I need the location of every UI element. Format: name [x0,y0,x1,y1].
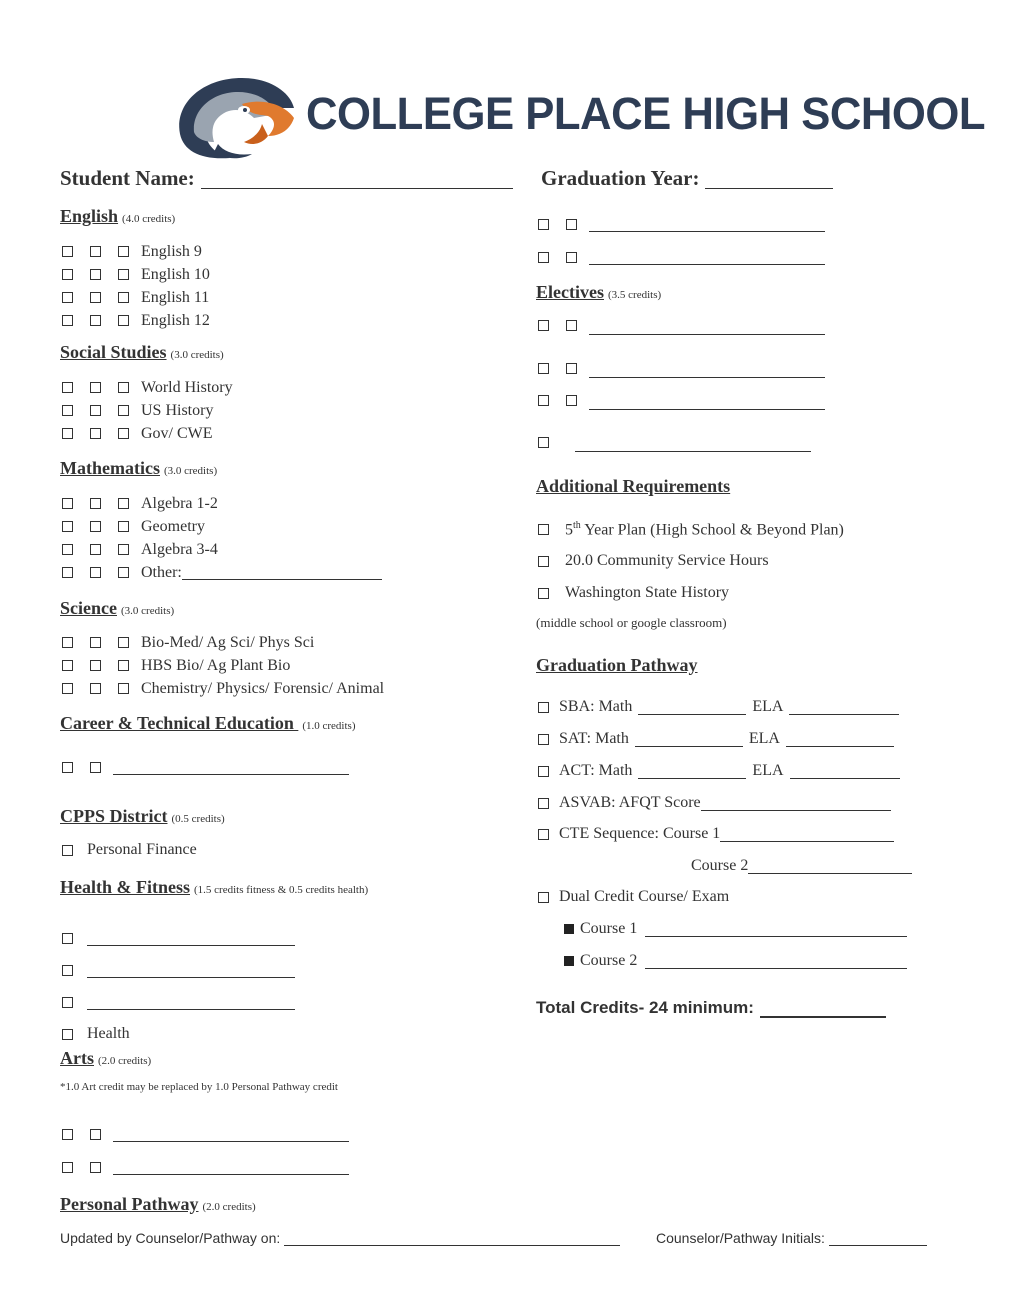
act-ela-field[interactable] [790,764,900,779]
list-item [62,841,197,859]
dual-course1-label: Course 1 [580,920,638,937]
sba-math-label: SBA: Math [559,698,633,715]
list-item [62,240,210,263]
footer-updated-row [60,1230,620,1246]
elective-field[interactable] [589,320,825,335]
checkbox[interactable] [90,269,101,280]
list-item [62,954,295,986]
list-item [538,552,769,570]
checkbox[interactable] [566,363,577,374]
arts-header [60,1048,151,1069]
act-math-label: ACT: Math [559,762,633,779]
list-item [538,730,894,748]
list-item [62,1151,349,1184]
total-credits-label: Total Credits- 24 minimum: [536,998,754,1017]
list-item [62,515,382,538]
checkbox[interactable] [118,544,129,555]
checkbox[interactable] [90,428,101,439]
personal-title: Personal Pathway [60,1194,199,1214]
checkbox[interactable] [90,521,101,532]
bullet-square-icon [564,956,574,966]
list-item [564,952,907,970]
dual-course2-field[interactable] [645,954,907,969]
list-item [538,391,825,433]
list-item [538,520,844,539]
health-list [62,922,295,1050]
checkbox[interactable] [538,702,549,713]
list-item [538,359,825,391]
list-item [62,631,384,654]
checkbox[interactable] [118,428,129,439]
cte-credits: (1.0 credits) [302,720,356,732]
dual-course1-field[interactable] [645,922,907,937]
course-label: English 9 [141,242,202,260]
additional-header [536,476,730,497]
checkbox[interactable] [90,382,101,393]
course-label: Other: [141,563,182,581]
dual-course2-label: Course 2 [580,952,638,969]
cpps-credits: (0.5 credits) [171,813,225,825]
checkbox[interactable] [118,382,129,393]
checkbox[interactable] [538,395,549,406]
course-label: Bio-Med/ Ag Sci/ Phys Sci [141,633,315,651]
sba-ela-field[interactable] [789,700,899,715]
checkbox[interactable] [62,1129,73,1140]
course-label: English 11 [141,288,210,306]
science-header [60,598,174,619]
checkbox[interactable] [538,437,549,448]
list-item [538,433,825,463]
year-plan-number: 5 [565,521,573,539]
course-label: US History [141,401,214,419]
footer-initials-row [656,1230,927,1246]
course-label: Personal Finance [87,841,197,858]
other-math-field[interactable] [182,565,382,580]
initials-field[interactable] [829,1231,927,1246]
additional-title: Additional Requirements [536,476,731,496]
sba-math-field[interactable] [638,700,746,715]
checkbox[interactable] [62,1162,73,1173]
english-header [60,206,175,227]
list-item [538,888,729,906]
bullet-square-icon [564,924,574,934]
cte-title: Career & Technical Education [60,713,299,733]
cte-course1-field[interactable] [720,827,894,842]
sat-math-label: SAT: Math [559,730,629,747]
checkbox[interactable] [62,292,73,303]
list-item [538,825,894,843]
checkbox[interactable] [62,544,73,555]
checkbox[interactable] [566,320,577,331]
elective-field[interactable] [589,395,825,410]
checkbox[interactable] [118,269,129,280]
science-credits: (3.0 credits) [120,605,175,617]
grad-year-label: Graduation Year: [541,166,700,190]
checkbox[interactable] [118,315,129,326]
list-item [62,986,295,1018]
course-label: HBS Bio/ Ag Plant Bio [141,656,291,674]
checkbox[interactable] [538,734,549,745]
list-item [538,241,825,274]
course-label: Algebra 3-4 [141,540,218,558]
checkbox[interactable] [62,405,73,416]
eagle-logo-icon [172,74,300,162]
list-item [62,1018,295,1050]
checkbox[interactable] [62,315,73,326]
checkbox[interactable] [62,845,73,856]
checkbox[interactable] [118,292,129,303]
checkbox[interactable] [118,405,129,416]
science-list [62,631,384,700]
personal-header [60,1194,256,1215]
cte-header [60,713,356,734]
fitness-course-field[interactable] [87,931,295,946]
checkbox[interactable] [538,798,549,809]
year-plan-text: Year Plan (High School & Beyond Plan) [580,521,844,539]
fitness-course-field[interactable] [87,963,295,978]
act-math-field[interactable] [638,764,746,779]
health-header [60,877,368,898]
math-list [62,492,382,584]
sat-ela-field[interactable] [786,732,894,747]
checkbox[interactable] [538,524,549,535]
cte-seq-label: CTE Sequence: Course 1 [559,825,721,842]
course-field[interactable] [589,250,825,265]
cte-course2-label: Course 2 [691,857,749,874]
electives-title: Electives [536,282,604,302]
list-item [691,857,912,875]
course-label: Health [87,1025,130,1042]
list-item [62,922,295,954]
sat-math-field[interactable] [635,732,743,747]
total-credits-field[interactable] [760,998,886,1018]
health-title: Health & Fitness [60,877,190,897]
arts-course-field[interactable] [113,1127,349,1142]
math-credits: (3.0 credits) [163,465,218,477]
list-item [62,286,210,309]
social-credits: (3.0 credits) [170,349,224,361]
checkbox[interactable] [538,320,549,331]
updated-field[interactable] [284,1231,620,1246]
cpps-header [60,806,225,827]
checkbox[interactable] [62,660,73,671]
list-item [62,422,233,445]
list-item [62,760,349,775]
checkbox[interactable] [62,965,73,976]
cpps-title: CPPS District [60,806,168,826]
checkbox[interactable] [566,252,577,263]
checkbox[interactable] [566,219,577,230]
checkbox[interactable] [62,567,73,578]
list-item [62,654,384,677]
checkbox[interactable] [118,660,129,671]
science-title: Science [60,598,117,618]
ela-label: ELA [748,730,780,747]
checkbox[interactable] [538,363,549,374]
checkbox[interactable] [118,246,129,257]
checkbox[interactable] [90,567,101,578]
checkbox[interactable] [538,219,549,230]
checkbox[interactable] [90,292,101,303]
list-item [538,316,825,359]
checkbox[interactable] [62,933,73,944]
electives-header [536,282,661,303]
additional-note: (middle school or google classroom) [536,615,727,630]
school-name: COLLEGE PLACE HIGH SCHOOL [306,88,986,139]
list-item [62,538,382,561]
checkbox[interactable] [90,315,101,326]
arts-note: *1.0 Art credit may be replaced by 1.0 Personal Pathway credit [60,1081,338,1093]
checkbox[interactable] [90,1129,101,1140]
checkbox[interactable] [90,683,101,694]
checkbox[interactable] [538,556,549,567]
checkbox[interactable] [62,246,73,257]
health-credits: (1.5 credits fitness & 0.5 credits health) [194,884,369,896]
checkbox[interactable] [90,544,101,555]
checkbox[interactable] [90,660,101,671]
course-label: Gov/ CWE [141,424,213,442]
electives-list [538,316,825,463]
checkbox[interactable] [118,498,129,509]
asvab-field[interactable] [701,796,891,811]
initials-label: Counselor/Pathway Initials: [656,1230,825,1246]
elective-field[interactable] [575,437,811,452]
arts-credits: (2.0 credits) [98,1055,152,1067]
english-list [62,240,210,332]
pathway-blank-list [538,208,825,274]
arts-list [62,1118,349,1184]
list-item [538,698,899,716]
checkbox[interactable] [90,637,101,648]
checkbox[interactable] [62,521,73,532]
english-credits: (4.0 credits) [122,213,176,225]
course-label: Geometry [141,517,205,535]
checkbox[interactable] [90,498,101,509]
checkbox[interactable] [62,498,73,509]
checkbox[interactable] [62,683,73,694]
checkbox[interactable] [62,997,73,1008]
checkbox[interactable] [566,395,577,406]
course-label: World History [141,378,233,396]
year-plan-suffix: th [573,520,581,531]
list-item [538,794,891,812]
dual-credit-label: Dual Credit Course/ Exam [559,888,730,905]
checkbox[interactable] [90,405,101,416]
list-item [62,561,382,584]
social-list [62,376,233,445]
checkbox[interactable] [90,762,101,773]
pathway-header [536,655,698,676]
list-item [564,920,907,938]
math-header [60,458,217,479]
course-label: English 12 [141,311,210,329]
student-name-label: Student Name: [60,166,195,190]
fitness-course-field[interactable] [87,995,295,1010]
course-field[interactable] [589,217,825,232]
math-title: Mathematics [60,458,160,478]
list-item [62,376,233,399]
course-label: Chemistry/ Physics/ Forensic/ Animal [141,679,385,697]
ela-label: ELA [752,762,784,779]
checkbox[interactable] [62,269,73,280]
requirement-label [565,520,844,539]
checkbox[interactable] [62,637,73,648]
personal-credits: (2.0 credits) [202,1201,256,1213]
grad-year-row [541,166,833,191]
asvab-label: ASVAB: AFQT Score [559,794,701,811]
requirement-label: Washington State History [565,584,730,601]
arts-course-field[interactable] [113,1160,349,1175]
checkbox[interactable] [62,1029,73,1040]
elective-field[interactable] [589,363,825,378]
requirement-label: 20.0 Community Service Hours [565,552,769,569]
english-title: English [60,206,119,226]
course-label: English 10 [141,265,210,283]
checkbox[interactable] [118,521,129,532]
checkbox[interactable] [118,683,129,694]
list-item [62,309,210,332]
arts-title: Arts [60,1048,94,1068]
pathway-title: Graduation Pathway [536,655,698,675]
list-item [538,762,900,780]
checkbox[interactable] [538,588,549,599]
student-name-field[interactable] [201,168,513,189]
checkbox[interactable] [118,567,129,578]
checkbox[interactable] [538,766,549,777]
checkbox[interactable] [118,637,129,648]
updated-label: Updated by Counselor/Pathway on: [60,1230,281,1246]
list-item [538,584,729,602]
social-title: Social Studies [60,342,167,362]
checkbox[interactable] [62,762,73,773]
list-item [62,263,210,286]
list-item [62,399,233,422]
total-credits-row [536,998,886,1018]
cte-course-field[interactable] [113,760,349,775]
cte-course2-field[interactable] [748,859,912,874]
checkbox[interactable] [90,246,101,257]
course-label: Algebra 1-2 [141,494,218,512]
checkbox[interactable] [538,829,549,840]
school-header [172,74,986,164]
list-item [62,492,382,515]
checkbox[interactable] [62,428,73,439]
list-item [62,1118,349,1151]
checkbox[interactable] [538,252,549,263]
list-item [538,208,825,241]
social-header [60,342,224,363]
checkbox[interactable] [62,382,73,393]
checkbox[interactable] [90,1162,101,1173]
ela-label: ELA [752,698,784,715]
list-item [62,677,384,700]
grad-year-field[interactable] [705,168,833,189]
student-name-row [60,166,513,191]
checkbox[interactable] [538,892,549,903]
electives-credits: (3.5 credits) [607,289,662,301]
